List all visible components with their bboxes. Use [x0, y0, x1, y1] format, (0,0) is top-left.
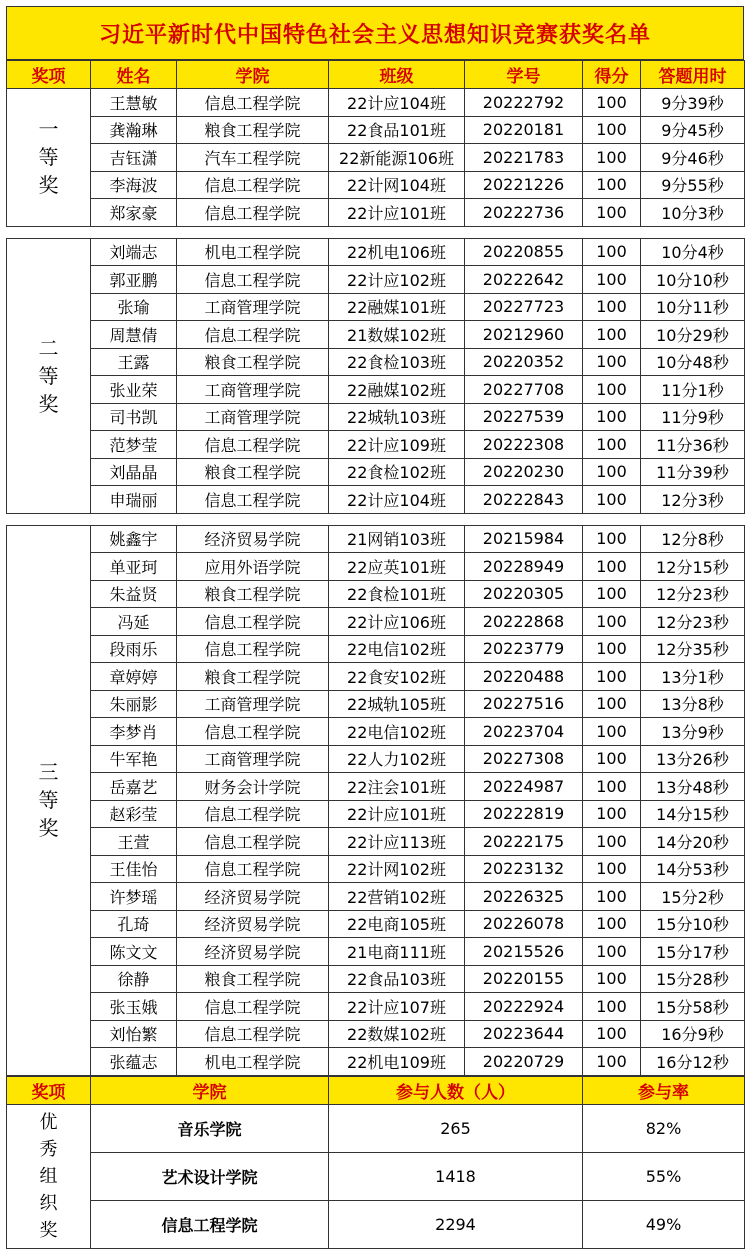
student-name: 龚瀚琳 [91, 116, 177, 144]
header-row [7, 61, 745, 89]
student-id: 20223132 [465, 855, 583, 883]
table-row [7, 800, 745, 828]
student-name: 赵彩莹 [91, 800, 177, 828]
student-id: 20227308 [465, 745, 583, 773]
prize-label-org [7, 1104, 91, 1248]
student-name: 张瑜 [91, 293, 177, 321]
answer-time: 10分3秒 [641, 199, 745, 227]
column-header: 学院 [91, 1076, 329, 1104]
table-row [7, 553, 745, 581]
table-row [7, 883, 745, 911]
student-score: 100 [583, 993, 641, 1021]
column-header: 奖项 [7, 1076, 91, 1104]
student-score: 100 [583, 199, 641, 227]
student-id: 20221783 [465, 144, 583, 172]
student-name: 章婷婷 [91, 663, 177, 691]
student-class: 22计网104班 [329, 171, 465, 199]
answer-time: 10分29秒 [641, 321, 745, 349]
answer-time: 14分20秒 [641, 828, 745, 856]
answer-time: 9分39秒 [641, 89, 745, 117]
student-score: 100 [583, 828, 641, 856]
student-class: 21电商111班 [329, 938, 465, 966]
org-row [7, 1104, 745, 1152]
student-college: 工商管理学院 [177, 690, 329, 718]
prize-label [7, 238, 91, 513]
table-row [7, 663, 745, 691]
student-class: 22计应109班 [329, 431, 465, 459]
student-id: 20222308 [465, 431, 583, 459]
answer-time: 13分9秒 [641, 718, 745, 746]
student-class: 22计应104班 [329, 486, 465, 514]
student-name: 司书凯 [91, 403, 177, 431]
answer-time: 14分15秒 [641, 800, 745, 828]
student-id: 20222792 [465, 89, 583, 117]
student-college: 粮食工程学院 [177, 965, 329, 993]
column-header: 学院 [177, 61, 329, 89]
student-name: 周慧倩 [91, 321, 177, 349]
student-id: 20222736 [465, 199, 583, 227]
student-class: 22城轨103班 [329, 403, 465, 431]
table-row [7, 938, 745, 966]
student-name: 张玉娥 [91, 993, 177, 1021]
table-row [7, 690, 745, 718]
answer-time: 12分35秒 [641, 635, 745, 663]
student-score: 100 [583, 745, 641, 773]
student-score: 100 [583, 663, 641, 691]
student-name: 徐静 [91, 965, 177, 993]
student-id: 20222642 [465, 266, 583, 294]
answer-time: 12分8秒 [641, 525, 745, 553]
student-class: 22新能源106班 [329, 144, 465, 172]
table-row [7, 1020, 745, 1048]
student-id: 20222175 [465, 828, 583, 856]
student-id: 20220305 [465, 580, 583, 608]
student-class: 22应英101班 [329, 553, 465, 581]
student-college: 经济贸易学院 [177, 938, 329, 966]
answer-time: 16分12秒 [641, 1048, 745, 1076]
student-id: 20227723 [465, 293, 583, 321]
student-class: 22数媒102班 [329, 1020, 465, 1048]
student-id: 20222924 [465, 993, 583, 1021]
student-class: 22融媒101班 [329, 293, 465, 321]
student-name: 申瑞丽 [91, 486, 177, 514]
student-college: 粮食工程学院 [177, 580, 329, 608]
student-id: 20227708 [465, 376, 583, 404]
student-college: 信息工程学院 [177, 635, 329, 663]
org-college: 艺术设计学院 [91, 1152, 329, 1200]
student-name: 张业荣 [91, 376, 177, 404]
student-college: 信息工程学院 [177, 718, 329, 746]
answer-time: 15分58秒 [641, 993, 745, 1021]
student-id: 20226078 [465, 910, 583, 938]
student-name: 岳嘉艺 [91, 773, 177, 801]
student-name: 姚鑫宇 [91, 525, 177, 553]
student-name: 单亚珂 [91, 553, 177, 581]
student-score: 100 [583, 458, 641, 486]
student-id: 20228949 [465, 553, 583, 581]
student-score: 100 [583, 376, 641, 404]
student-score: 100 [583, 293, 641, 321]
student-name: 王佳怡 [91, 855, 177, 883]
org-college: 信息工程学院 [91, 1200, 329, 1248]
separator-cell [7, 226, 745, 238]
student-college: 工商管理学院 [177, 376, 329, 404]
student-id: 20222819 [465, 800, 583, 828]
column-header: 得分 [583, 61, 641, 89]
group-separator [7, 513, 745, 525]
student-college: 信息工程学院 [177, 171, 329, 199]
column-header: 答题用时 [641, 61, 745, 89]
prize-label [7, 89, 91, 227]
answer-time: 12分3秒 [641, 486, 745, 514]
student-id: 20226325 [465, 883, 583, 911]
column-header: 学号 [465, 61, 583, 89]
student-id: 20220181 [465, 116, 583, 144]
answer-time: 15分17秒 [641, 938, 745, 966]
student-score: 100 [583, 238, 641, 266]
student-class: 22食安102班 [329, 663, 465, 691]
answer-time: 15分10秒 [641, 910, 745, 938]
student-id: 20220155 [465, 965, 583, 993]
table-row [7, 608, 745, 636]
table-row [7, 828, 745, 856]
answer-time: 11分9秒 [641, 403, 745, 431]
student-name: 段雨乐 [91, 635, 177, 663]
table-row [7, 458, 745, 486]
student-name: 朱丽影 [91, 690, 177, 718]
org-participants: 1418 [329, 1152, 583, 1200]
answer-time: 15分2秒 [641, 883, 745, 911]
student-class: 22融媒102班 [329, 376, 465, 404]
student-id: 20220352 [465, 348, 583, 376]
answer-time: 11分1秒 [641, 376, 745, 404]
table-row [7, 1048, 745, 1076]
student-college: 信息工程学院 [177, 828, 329, 856]
answer-time: 10分10秒 [641, 266, 745, 294]
student-score: 100 [583, 773, 641, 801]
student-score: 100 [583, 321, 641, 349]
student-name: 刘晶晶 [91, 458, 177, 486]
student-id: 20215984 [465, 525, 583, 553]
student-college: 信息工程学院 [177, 608, 329, 636]
table-row [7, 855, 745, 883]
student-name: 王露 [91, 348, 177, 376]
student-score: 100 [583, 348, 641, 376]
student-class: 22人力102班 [329, 745, 465, 773]
table-row [7, 580, 745, 608]
student-score: 100 [583, 938, 641, 966]
student-class: 22电信102班 [329, 635, 465, 663]
student-class: 22电信102班 [329, 718, 465, 746]
table-row [7, 525, 745, 553]
student-score: 100 [583, 89, 641, 117]
answer-time: 9分45秒 [641, 116, 745, 144]
student-id: 20227516 [465, 690, 583, 718]
student-college: 经济贸易学院 [177, 883, 329, 911]
student-score: 100 [583, 910, 641, 938]
student-name: 许梦瑶 [91, 883, 177, 911]
student-name: 孔琦 [91, 910, 177, 938]
student-college: 机电工程学院 [177, 238, 329, 266]
student-id: 20222868 [465, 608, 583, 636]
answer-time: 11分39秒 [641, 458, 745, 486]
table-row [7, 238, 745, 266]
org-college: 音乐学院 [91, 1104, 329, 1152]
student-class: 22食检103班 [329, 348, 465, 376]
student-id: 20223704 [465, 718, 583, 746]
student-id: 20223779 [465, 635, 583, 663]
table-row [7, 718, 745, 746]
org-header-row [7, 1076, 745, 1104]
org-rate: 82% [583, 1104, 745, 1152]
student-name: 范梦莹 [91, 431, 177, 459]
student-college: 经济贸易学院 [177, 910, 329, 938]
table-row [7, 965, 745, 993]
student-id: 20227539 [465, 403, 583, 431]
student-class: 22计应102班 [329, 266, 465, 294]
table-row [7, 321, 745, 349]
separator-cell [7, 513, 745, 525]
student-score: 100 [583, 1048, 641, 1076]
student-college: 信息工程学院 [177, 321, 329, 349]
student-name: 张蕴志 [91, 1048, 177, 1076]
table-row [7, 293, 745, 321]
student-score: 100 [583, 855, 641, 883]
org-participants: 2294 [329, 1200, 583, 1248]
student-college: 信息工程学院 [177, 486, 329, 514]
prize-label [7, 525, 91, 1075]
student-name: 王萱 [91, 828, 177, 856]
table-row [7, 171, 745, 199]
student-college: 粮食工程学院 [177, 458, 329, 486]
student-score: 100 [583, 635, 641, 663]
prize-text: 一等奖 [38, 117, 59, 198]
table-row [7, 266, 745, 294]
student-score: 100 [583, 883, 641, 911]
table-row [7, 116, 745, 144]
student-class: 22营销102班 [329, 883, 465, 911]
student-score: 100 [583, 525, 641, 553]
table-row [7, 431, 745, 459]
student-class: 22食检101班 [329, 580, 465, 608]
table-row [7, 403, 745, 431]
student-class: 22计应106班 [329, 608, 465, 636]
student-college: 粮食工程学院 [177, 348, 329, 376]
answer-time: 9分55秒 [641, 171, 745, 199]
student-name: 朱益贤 [91, 580, 177, 608]
org-rate: 55% [583, 1152, 745, 1200]
student-class: 22计应101班 [329, 199, 465, 227]
student-id: 20220729 [465, 1048, 583, 1076]
student-id: 20220855 [465, 238, 583, 266]
answer-time: 15分28秒 [641, 965, 745, 993]
student-class: 22电商105班 [329, 910, 465, 938]
answer-time: 12分23秒 [641, 580, 745, 608]
student-college: 信息工程学院 [177, 199, 329, 227]
student-score: 100 [583, 171, 641, 199]
student-class: 22计应107班 [329, 993, 465, 1021]
student-name: 吉钰潇 [91, 144, 177, 172]
org-participants: 265 [329, 1104, 583, 1152]
student-name: 王慧敏 [91, 89, 177, 117]
student-name: 李梦肖 [91, 718, 177, 746]
student-score: 100 [583, 800, 641, 828]
table-row [7, 745, 745, 773]
student-college: 信息工程学院 [177, 800, 329, 828]
student-class: 22计应104班 [329, 89, 465, 117]
answer-time: 10分11秒 [641, 293, 745, 321]
student-college: 工商管理学院 [177, 293, 329, 321]
student-score: 100 [583, 608, 641, 636]
answer-time: 14分53秒 [641, 855, 745, 883]
student-score: 100 [583, 718, 641, 746]
answer-time: 13分48秒 [641, 773, 745, 801]
table-row [7, 910, 745, 938]
student-class: 22注会101班 [329, 773, 465, 801]
student-college: 信息工程学院 [177, 855, 329, 883]
student-class: 22计应113班 [329, 828, 465, 856]
student-class: 22机电106班 [329, 238, 465, 266]
table-row [7, 635, 745, 663]
student-college: 经济贸易学院 [177, 525, 329, 553]
student-class: 22城轨105班 [329, 690, 465, 718]
student-class: 22计网102班 [329, 855, 465, 883]
student-class: 22食品101班 [329, 116, 465, 144]
student-id: 20224987 [465, 773, 583, 801]
student-id: 20220488 [465, 663, 583, 691]
student-score: 100 [583, 266, 641, 294]
student-college: 粮食工程学院 [177, 663, 329, 691]
answer-time: 13分8秒 [641, 690, 745, 718]
table-row [7, 199, 745, 227]
answer-time: 12分15秒 [641, 553, 745, 581]
student-score: 100 [583, 116, 641, 144]
student-name: 郭亚鹏 [91, 266, 177, 294]
student-score: 100 [583, 431, 641, 459]
winners-table [6, 60, 745, 1076]
table-row [7, 348, 745, 376]
student-name: 刘端志 [91, 238, 177, 266]
answer-time: 10分4秒 [641, 238, 745, 266]
table-row [7, 993, 745, 1021]
org-rate: 49% [583, 1200, 745, 1248]
student-class: 22机电109班 [329, 1048, 465, 1076]
student-score: 100 [583, 690, 641, 718]
student-score: 100 [583, 965, 641, 993]
organization-award-table [6, 1076, 745, 1249]
column-header: 奖项 [7, 61, 91, 89]
student-name: 李海波 [91, 171, 177, 199]
student-college: 工商管理学院 [177, 403, 329, 431]
student-class: 21数媒102班 [329, 321, 465, 349]
student-id: 20212960 [465, 321, 583, 349]
answer-time: 9分46秒 [641, 144, 745, 172]
student-college: 汽车工程学院 [177, 144, 329, 172]
student-id: 20215526 [465, 938, 583, 966]
page-title: 习近平新时代中国特色社会主义思想知识竞赛获奖名单 [6, 6, 744, 60]
table-row [7, 486, 745, 514]
student-college: 应用外语学院 [177, 553, 329, 581]
answer-time: 13分1秒 [641, 663, 745, 691]
answer-time: 12分23秒 [641, 608, 745, 636]
student-id: 20220230 [465, 458, 583, 486]
student-class: 21网销103班 [329, 525, 465, 553]
award-sheet [6, 6, 744, 1241]
student-college: 粮食工程学院 [177, 116, 329, 144]
winners-body [7, 89, 745, 1076]
student-name: 刘怡繁 [91, 1020, 177, 1048]
student-score: 100 [583, 1020, 641, 1048]
answer-time: 11分36秒 [641, 431, 745, 459]
table-row [7, 89, 745, 117]
column-header: 班级 [329, 61, 465, 89]
student-score: 100 [583, 486, 641, 514]
student-class: 22计应101班 [329, 800, 465, 828]
student-score: 100 [583, 403, 641, 431]
student-college: 工商管理学院 [177, 745, 329, 773]
student-score: 100 [583, 144, 641, 172]
table-row [7, 144, 745, 172]
prize-text: 二等奖 [38, 335, 59, 416]
student-college: 信息工程学院 [177, 266, 329, 294]
column-header: 参与率 [583, 1076, 745, 1104]
student-college: 信息工程学院 [177, 89, 329, 117]
student-college: 信息工程学院 [177, 1020, 329, 1048]
student-id: 20221226 [465, 171, 583, 199]
student-score: 100 [583, 553, 641, 581]
org-row [7, 1152, 745, 1200]
student-name: 冯延 [91, 608, 177, 636]
student-college: 信息工程学院 [177, 993, 329, 1021]
prize-text: 三等奖 [38, 760, 59, 840]
student-id: 20222843 [465, 486, 583, 514]
org-row [7, 1200, 745, 1248]
student-name: 郑家豪 [91, 199, 177, 227]
student-college: 信息工程学院 [177, 431, 329, 459]
table-row [7, 773, 745, 801]
answer-time: 13分26秒 [641, 745, 745, 773]
student-college: 机电工程学院 [177, 1048, 329, 1076]
group-separator [7, 226, 745, 238]
answer-time: 10分48秒 [641, 348, 745, 376]
student-name: 牛军艳 [91, 745, 177, 773]
student-class: 22食检102班 [329, 458, 465, 486]
column-header: 姓名 [91, 61, 177, 89]
student-class: 22食品103班 [329, 965, 465, 993]
table-row [7, 376, 745, 404]
student-college: 财务会计学院 [177, 773, 329, 801]
student-score: 100 [583, 580, 641, 608]
column-header: 参与人数（人） [329, 1076, 583, 1104]
answer-time: 16分9秒 [641, 1020, 745, 1048]
prize-text: 优秀组织奖 [39, 1111, 58, 1241]
student-name: 陈文文 [91, 938, 177, 966]
student-id: 20223644 [465, 1020, 583, 1048]
